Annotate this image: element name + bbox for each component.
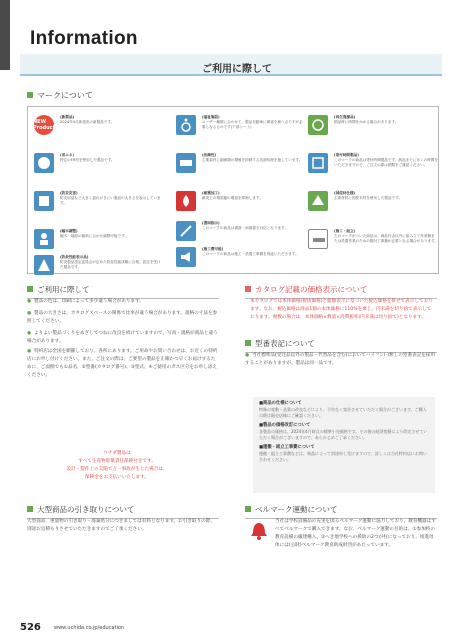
price-text: 本カタログでは本体価格(税抜価格)と総額表示に基づいた税込価格を併せて表示しております。なお、税込価格は商品1個の本体価格に110%を乗じ、円未満を切り捨て表示しております。複数の場合は、本体価格×数量×消費税率(円未満は切り捨て)となります。 <box>250 299 433 320</box>
footer-url: www.uchida.co.jp/education <box>54 625 125 631</box>
square-bullet-icon <box>27 286 33 292</box>
page-number: 526 <box>20 622 41 633</box>
mark-section-heading: マークについて <box>27 90 93 101</box>
mark-item: (施工・組立) 左のマークがついた商品は、商品代金以外に組み立て作業費または設置作業のための据付工事費が必要となる場合があります。 <box>308 229 436 273</box>
mark-item: (防災災害) 防災用品など大きく揺れがきにい製品の大きさを表示しています。 <box>34 191 164 225</box>
sound-icon <box>176 247 196 267</box>
childproof-icon <box>34 255 54 275</box>
mark-item: (幅木調整) 幅木・地面の傾斜に合わせ調整可能です。 <box>34 229 164 263</box>
bellmark-text: 当社は学校設備品の充実を図るベルマーク運動に協力しており、教育機器はすべてベルマークで購入できます。なお、ベルマーク運動の目的は、①参加校の教育設備の級建構入、②へき地学校への援助の2つが柱になっており、推進母体には(公財)ベルマーク教育助成財団があたっています。 <box>275 519 436 548</box>
mark-item: (書面指示) このマークの商品は書面・両面書き対応となります。 <box>176 221 306 255</box>
usage-bullet: ● よりよい製品づくりをめざしてつねに改良を続けていますので、写真・規格が商品と違う場合があります。 <box>27 331 218 344</box>
bellmark-heading: ベルマーク運動について <box>245 504 437 519</box>
large-item-heading: 大型商品の引き取りについて <box>27 504 219 519</box>
usage-heading: ご利用に際して <box>27 284 219 299</box>
mark-legend-box <box>27 106 439 274</box>
baby-icon <box>34 229 54 249</box>
mark-item: (寄付時間製品) このマークの商品は寄付時間製品です。納品までに多くの時間をいただきますので、ご注文の際は納期をご確認ください。 <box>308 153 438 187</box>
mark-item: (国産材仕様) 主要材料に国産木材を使用した製品です。 <box>308 191 438 225</box>
square-bullet-icon <box>245 286 251 292</box>
mark-item: (抗菌性) 主要素材に細菌類の増殖を抑制する抗菌処理を施しています。 <box>176 153 306 187</box>
mark-item: (福祉施設) ユーザー種類に合わせて、製品自動車に障害を補う点で才が必要となるものです(下部シート) <box>176 115 306 149</box>
page-title: Information <box>30 28 138 49</box>
square-bullet-icon <box>27 506 33 512</box>
wheelchair-icon <box>176 115 196 135</box>
page-edge-tab <box>0 0 10 70</box>
model-text: ● 当社標準品(受注品以外の製品・代替品を含む)においてハイフン(-)無しの型番表記を採用することがありますが、製品は同一品です。 <box>245 353 436 366</box>
mark-item: (再生資源品) 納品時に時間をかかる場合があります。 <box>308 115 438 149</box>
square-bullet-icon <box>245 506 251 512</box>
bellmark-logo-icon <box>248 520 270 542</box>
mark-item: (省エネ) 特注のFR材を使用した製品です。 <box>34 153 164 187</box>
usage-bullet: ● 製品の大きさは、カタログスペースの関係で比率が違う場合があります。規格の寸法を参照してください。 <box>27 311 218 324</box>
mark-item: NEW Product (新製品) 2024年4月新発売の新製品です。 <box>34 115 164 149</box>
section-banner <box>20 54 442 76</box>
model-heading: 型番表記について <box>245 338 437 353</box>
mark-item: (施工費可能) このマークの商品は施工・設置工事費を別途いただきます。 <box>176 247 306 281</box>
liability-note: ウチダ製品は すべて生産物賠償責任保険付きです。 設計・製作上の欠陥で万一事故が生じた場合は、 保険金をお支払いいたします。 <box>66 451 168 480</box>
price-heading: カタログ記載の価格表示について <box>245 284 437 299</box>
banner-title: ご利用に際して <box>202 64 272 75</box>
pen-icon <box>176 221 196 241</box>
eco-icon <box>34 153 54 173</box>
notice-box: ■商品の仕様について 特殊の変動・品質の改良などにより、予告なく変更させていただく場合がございます。ご購入の際は販売店様にご確認ください。 ■製品の価格改訂について 各製品の価格は、2024年4月時点の標準小売価格です。その後の経済変動により改定させていただく場合がございますので、あらかじめご了承ください。 ■運搬・組立工事費について 運搬・組立工事費などは、商品によって別途申し受けますので、詳しくは当社特約店にお問い合わせください。 <box>253 397 435 493</box>
square-bullet-icon <box>245 340 251 346</box>
usage-bullet: ● 特約店は全国を網羅しており、各所にあります。ご用命やお問い合わせは、お近くの特約店にお申し付けください。また、ご注文の際は、ご要望の製品を正確かつ早くお届けするために、ご面倒でも①品名、②型番(カタログ番号)、③型式、④ご使用のガス区分をお申し添えください。 <box>27 349 218 378</box>
construction-icon <box>308 229 328 249</box>
fire-icon <box>176 191 196 211</box>
safety-icon <box>34 191 54 211</box>
tape-icon <box>176 153 196 173</box>
recycle-icon <box>308 115 328 135</box>
large-item-text: 大型商品、重量物の引き取り・廃棄処分につきましては有料となります。お引き取りの際、別途お見積もりさせていただきますのでご了承ください。 <box>27 519 215 532</box>
usage-bullet: ● 製品の色は、印刷によって多少違う場合があります。 <box>27 299 144 304</box>
disaster-icon <box>308 153 328 173</box>
new-product-icon: NEW Product <box>34 115 54 135</box>
mark-item: (防炎性能表示品) 防炎製品認定委員会が定めた防炎性能試験に合格、認定を受けた製品です。 <box>34 255 164 289</box>
square-bullet-icon <box>27 92 33 98</box>
domestic-icon <box>308 191 328 211</box>
mark-item: (耐震加工) 耐炎上の増設額の増加を抑制します。 <box>176 191 306 225</box>
